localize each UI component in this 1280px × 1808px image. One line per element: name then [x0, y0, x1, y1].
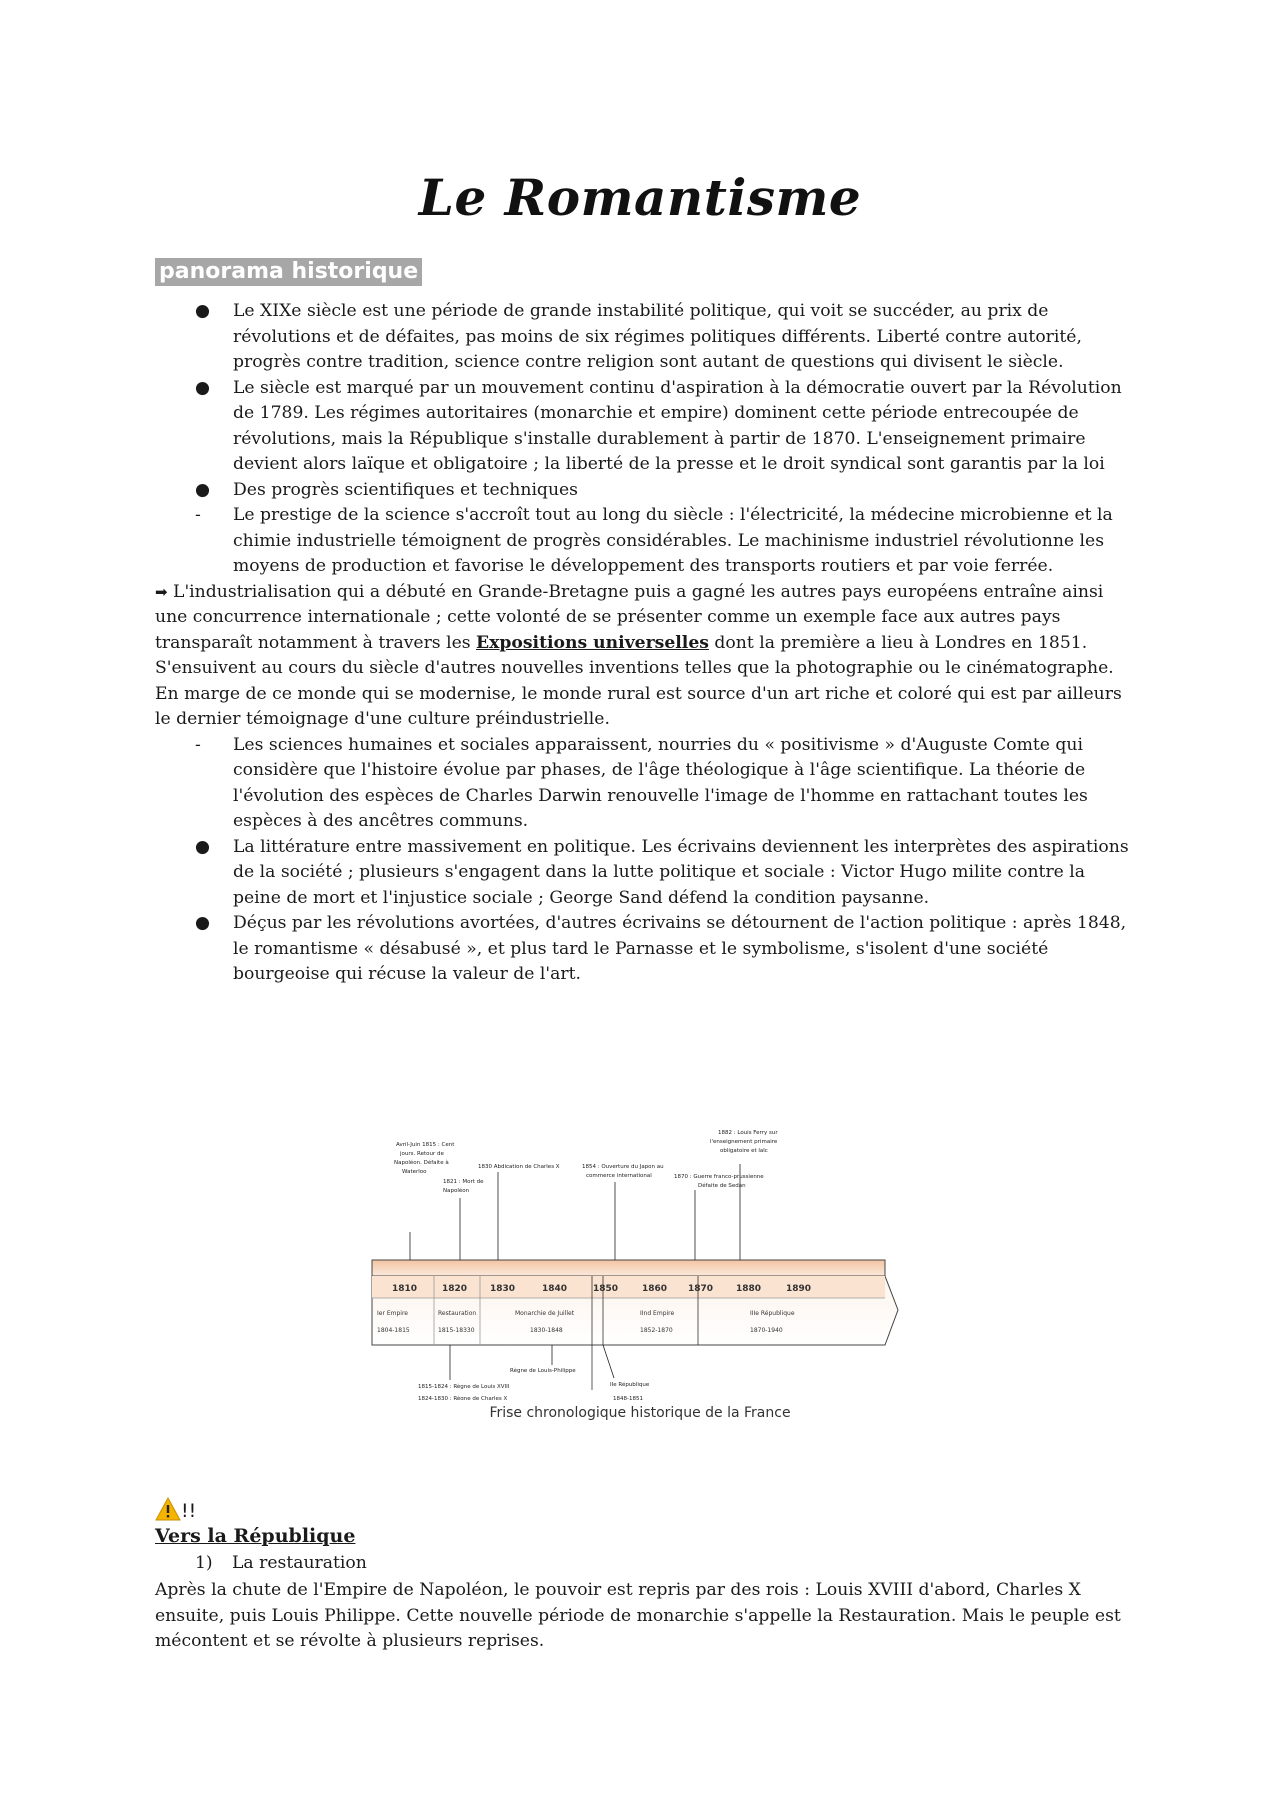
event-text: 1854 : Ouverture du Japon au	[582, 1164, 664, 1170]
regime-name: Ier Empire	[377, 1310, 408, 1317]
timeline-graphic	[350, 1040, 930, 1400]
decade-label: 1880	[736, 1284, 762, 1294]
event-text: 1821 : Mort de	[443, 1179, 484, 1185]
page-title: Le Romantisme	[418, 168, 862, 227]
event-text: Avril-Juin 1815 : Cent	[396, 1142, 455, 1148]
warning-line	[155, 1497, 196, 1522]
regime-years: 1815-18330	[438, 1327, 475, 1334]
regime-years: 1870-1940	[750, 1327, 783, 1334]
list-item	[155, 503, 1130, 580]
event-text: 1882 : Louis Ferry sur	[718, 1130, 778, 1136]
list-item	[155, 911, 1130, 988]
event-text: Waterloo	[402, 1169, 427, 1175]
decade-label: 1860	[642, 1284, 668, 1294]
timeline-figure	[350, 1040, 930, 1440]
list-item-text: Déçus par les révolutions avortées, d'autres écrivains se détournent de l'action politique : après 1848, le romantisme « désabusé », et plus tard le Parnasse et le symbolisme, s'isolent d'une société bourgeoise qui récuse la valeur de l'art.	[233, 913, 1127, 984]
event-text: commerce international	[586, 1173, 652, 1179]
list-item-text: Le siècle est marqué par un mouvement continu d'aspiration à la démocratie ouvert par la Révolution de 1789. Les régimes autoritaires (monarchie et empire) dominent cette période entrecoupée de révolutions, mais la République s'installe durablement à partir de 1870. L'enseignement primaire devient alors laïque et obligatoire ; la liberté de la presse et le droit syndical sont garantis par la loi	[233, 377, 1122, 474]
item-text: La restauration	[232, 1553, 367, 1573]
event-text: 1848-1851	[613, 1396, 643, 1400]
regime-years: 1804-1815	[377, 1327, 410, 1334]
decade-label: 1820	[442, 1284, 468, 1294]
arrow-right-icon: ➡	[155, 582, 168, 601]
bullet-marker: ●	[195, 377, 210, 398]
list-item-text: La littérature entre massivement en politique. Les écrivains deviennent les interprètes des aspirations de la société ; plusieurs s'engagent dans la lutte politique et sociale : Victor Hugo milite contre la peine de mort et l'injustice sociale ; George Sand défend la condition paysanne.	[233, 836, 1129, 908]
event-text: obligatoire et laïc	[720, 1148, 768, 1154]
dash-marker: -	[195, 505, 201, 525]
decade-label: 1810	[392, 1284, 418, 1294]
warning-text: !!	[181, 1500, 197, 1522]
decade-label: 1850	[593, 1284, 619, 1294]
regime-name: Restauration	[438, 1310, 477, 1317]
timeline-top-band	[372, 1260, 885, 1276]
list-item	[155, 835, 1130, 912]
event-text: 1824-1830 : Règne de Charles X	[418, 1396, 508, 1400]
list-item	[155, 376, 1130, 478]
expositions-link-text: Expositions universelles	[476, 632, 709, 653]
restauration-paragraph: Après la chute de l'Empire de Napoléon, le pouvoir est repris par des rois : Louis XVIII d'abord, Charles X ensuite, puis Louis Philippe. Cette nouvelle période de monarchie s'appelle la Restauration. Mais le peuple est mécontent et se révolte à plusieurs reprises.	[155, 1580, 1121, 1651]
section-tag: panorama historique	[155, 258, 422, 286]
paragraph-text: L'industrialisation qui a débuté en Grande-Bretagne puis a gagné les autres pays européens entraîne ainsi une concurrence internationale ; cette volonté de se présenter comme un exemple face aux autres pays transparaît notamment à travers les	[155, 581, 1104, 653]
list-item	[155, 299, 1130, 376]
paragraph-text: dont la première a lieu à Londres en 1851. S'ensuivent au cours du siècle d'autres nouvelles inventions telles que la photographie ou le cinématographe. En marge de ce monde qui se modernise, le monde rural est source d'un art riche et coloré qui est par ailleurs le dernier témoignage d'une culture préindustrielle.	[155, 632, 1122, 729]
regime-name: IInd Empire	[640, 1310, 675, 1317]
event-text: 1870 : Guerre franco-prussienne	[674, 1174, 764, 1180]
regime-years: 1852-1870	[640, 1327, 673, 1334]
dash-marker: -	[195, 734, 201, 755]
event-text: Napoléon. Défaite à	[394, 1160, 449, 1166]
regime-years: 1830-1848	[530, 1327, 563, 1334]
event-text: jours. Retour de	[400, 1151, 444, 1157]
event-text: 1830 Abdication de Charles X	[478, 1164, 560, 1170]
bullet-marker: ●	[195, 836, 210, 857]
decade-label: 1840	[542, 1284, 568, 1294]
decade-label: 1870	[688, 1284, 714, 1294]
list-item-text: Des progrès scientifiques et techniques	[233, 479, 579, 500]
decade-label: 1830	[490, 1284, 516, 1294]
event-text: Règne de Louis-Philippe	[510, 1368, 576, 1374]
event-text: l'enseignement primaire	[710, 1139, 778, 1145]
bullet-marker: ●	[195, 479, 210, 500]
main-content	[155, 299, 1130, 988]
numbered-item	[195, 1553, 367, 1573]
list-item-text: Les sciences humaines et sociales apparaissent, nourries du « positivisme » d'Auguste Comte qui considère que l'histoire évolue par phases, de l'âge théologique à l'âge scientifique. La théorie de l'évolution des espèces de Charles Darwin renouvelle l'image de l'homme en rattachant toutes les espèces à des ancêtres communs.	[233, 734, 1088, 831]
event-text: Napoléon	[443, 1188, 470, 1194]
event-text: IIe République	[610, 1382, 650, 1388]
list-item	[155, 478, 1130, 504]
list-item	[155, 733, 1130, 835]
bullet-marker: ●	[195, 301, 210, 321]
event-text: Défaite de Sedan	[698, 1183, 746, 1189]
regime-name: Monarchie de Juillet	[515, 1310, 575, 1317]
timeline-caption: Frise chronologique historique de la France	[489, 1405, 791, 1421]
decade-label: 1890	[786, 1284, 812, 1294]
bullet-list-b	[155, 733, 1130, 988]
section-heading: Vers la République	[155, 1525, 356, 1547]
industrialisation-paragraph	[155, 580, 1130, 733]
item-number: 1)	[195, 1553, 213, 1573]
warning-icon	[155, 1497, 181, 1521]
bullet-list-a	[155, 299, 1130, 580]
list-item-text: Le XIXe siècle est une période de grande instabilité politique, qui voit se succéder, au prix de révolutions et de défaites, pas moins de six régimes politiques différents. Liberté contre autorité, progrès contre tradition, science contre religion sont autant de questions qui divisent le siècle.	[233, 301, 1082, 372]
event-text: 1815-1824 : Règne de Louis XVIII	[418, 1384, 510, 1390]
regime-name: IIIe République	[750, 1310, 795, 1317]
list-item-text: Le prestige de la science s'accroît tout au long du siècle : l'électricité, la médecine microbienne et la chimie industrielle témoignent de progrès considérables. Le machinisme industriel révolutionne les moyens de production et favorise le développement des transports routiers et par voie ferrée.	[233, 505, 1113, 576]
bullet-marker: ●	[195, 913, 210, 933]
